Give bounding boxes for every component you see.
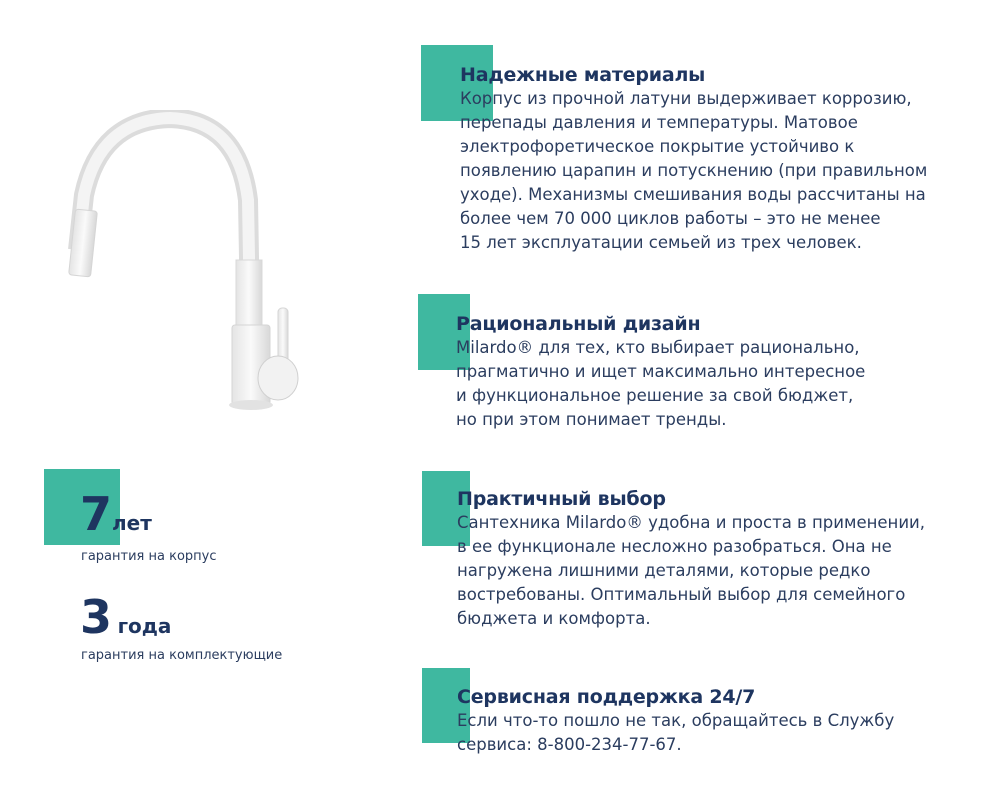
feature-text: Если что-то пошло не так, обращайтесь в Службу сервиса: 8-800-234-77-67. xyxy=(457,711,895,754)
feature-text: Корпус из прочной латуни выдерживает коррозию, перепады давления и температуры. Матовое электрофоретическое покрытие устойчиво к появлению царапин и потускнению (при правильном уходе). Механизмы смешивания воды рассчитаны на более чем 70 000 циклов работы – это не менее 15 лет эксплуатации семьей из трех человек. xyxy=(460,89,928,252)
warranty-body xyxy=(80,487,152,541)
warranty-caption: гарантия на комплектующие xyxy=(81,648,283,663)
feature-practical-choice xyxy=(457,487,977,631)
feature-title: Рациональный дизайн xyxy=(456,313,701,335)
warranty-components xyxy=(80,590,171,644)
warranty-unit: года xyxy=(117,614,172,638)
feature-title: Сервисная поддержка 24/7 xyxy=(457,686,756,708)
feature-title: Надежные материалы xyxy=(460,64,706,86)
faucet-image xyxy=(60,110,320,420)
feature-service-support xyxy=(457,685,977,757)
warranty-caption: гарантия на корпус xyxy=(81,549,217,564)
feature-title: Практичный выбор xyxy=(457,488,666,510)
feature-reliable-materials xyxy=(460,63,980,255)
feature-rational-design xyxy=(456,312,976,432)
warranty-number: 7 xyxy=(80,487,113,541)
warranty-number: 3 xyxy=(80,590,113,644)
feature-text: Milardo® для тех, кто выбирает рационально, прагматично и ищет максимально интересное и функциональное решение за свой бюджет, но при этом понимает тренды. xyxy=(456,338,866,429)
warranty-unit: лет xyxy=(112,511,152,535)
feature-text: Сантехника Milardo® удобна и проста в применении, в ее функционале несложно разобраться. Она не нагружена лишними деталями, которые редко востребованы. Оптимальный выбор для семейного бюджета и комфорта. xyxy=(457,513,926,628)
